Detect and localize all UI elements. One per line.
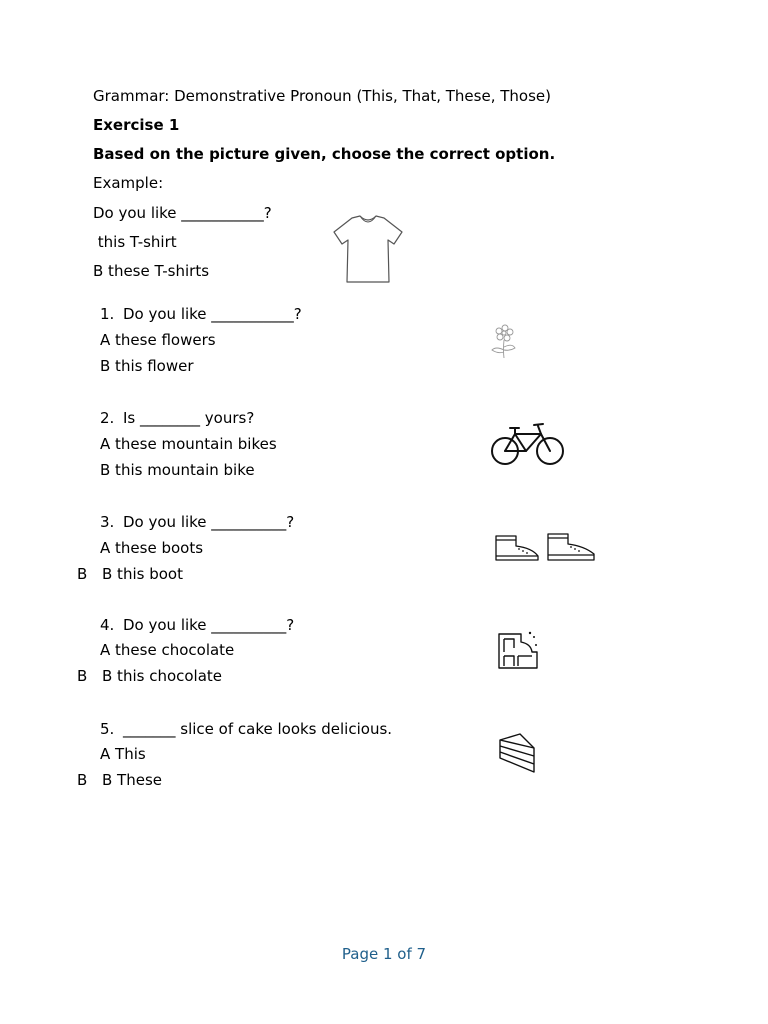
question-4-option-a: A these chocolate xyxy=(100,641,235,659)
question-4-number: 4. xyxy=(100,616,115,634)
example-question: Do you like ___________? xyxy=(93,204,272,222)
boots-icon xyxy=(492,530,600,566)
question-5-option-a: A This xyxy=(100,745,146,763)
page-number: Page 1 of 7 xyxy=(341,945,427,963)
cake-slice-icon xyxy=(494,730,540,778)
question-2-text: Is ________ yours? xyxy=(123,409,255,427)
question-3-text: Do you like __________? xyxy=(123,513,295,531)
instruction-text: Based on the picture given, choose the correct option. xyxy=(93,145,556,163)
question-1-number: 1. xyxy=(100,305,115,323)
question-3-number: 3. xyxy=(100,513,115,531)
question-5-option-b: B These xyxy=(102,771,162,789)
t-shirt-icon xyxy=(330,214,406,286)
question-5-number: 5. xyxy=(100,720,115,738)
question-2-number: 2. xyxy=(100,409,115,427)
flower-icon xyxy=(486,320,520,360)
question-1-text: Do you like ___________? xyxy=(123,305,302,323)
question-2-option-a: A these mountain bikes xyxy=(100,435,277,453)
example-label: Example: xyxy=(93,174,164,192)
question-1-option-b: B this flower xyxy=(100,357,194,375)
exercise-title: Exercise 1 xyxy=(93,116,180,134)
bicycle-icon xyxy=(488,420,568,468)
question-3-option-b: B this boot xyxy=(102,565,183,583)
question-5-text: _______ slice of cake looks delicious. xyxy=(123,720,393,738)
question-3-option-a: A these boots xyxy=(100,539,204,557)
question-5-b-marker: B xyxy=(77,771,88,789)
chocolate-bar-icon xyxy=(494,628,542,672)
question-3-b-marker: B xyxy=(77,565,88,583)
example-option-b: B these T-shirts xyxy=(93,262,210,280)
topic-heading: Grammar: Demonstrative Pronoun (This, That, These, Those) xyxy=(93,87,551,105)
question-2-option-b: B this mountain bike xyxy=(100,461,255,479)
question-1-option-a: A these flowers xyxy=(100,331,216,349)
question-4-option-b: B this chocolate xyxy=(102,667,223,685)
example-option-a: this T-shirt xyxy=(93,233,177,251)
question-4-b-marker: B xyxy=(77,667,88,685)
question-4-text: Do you like __________? xyxy=(123,616,295,634)
